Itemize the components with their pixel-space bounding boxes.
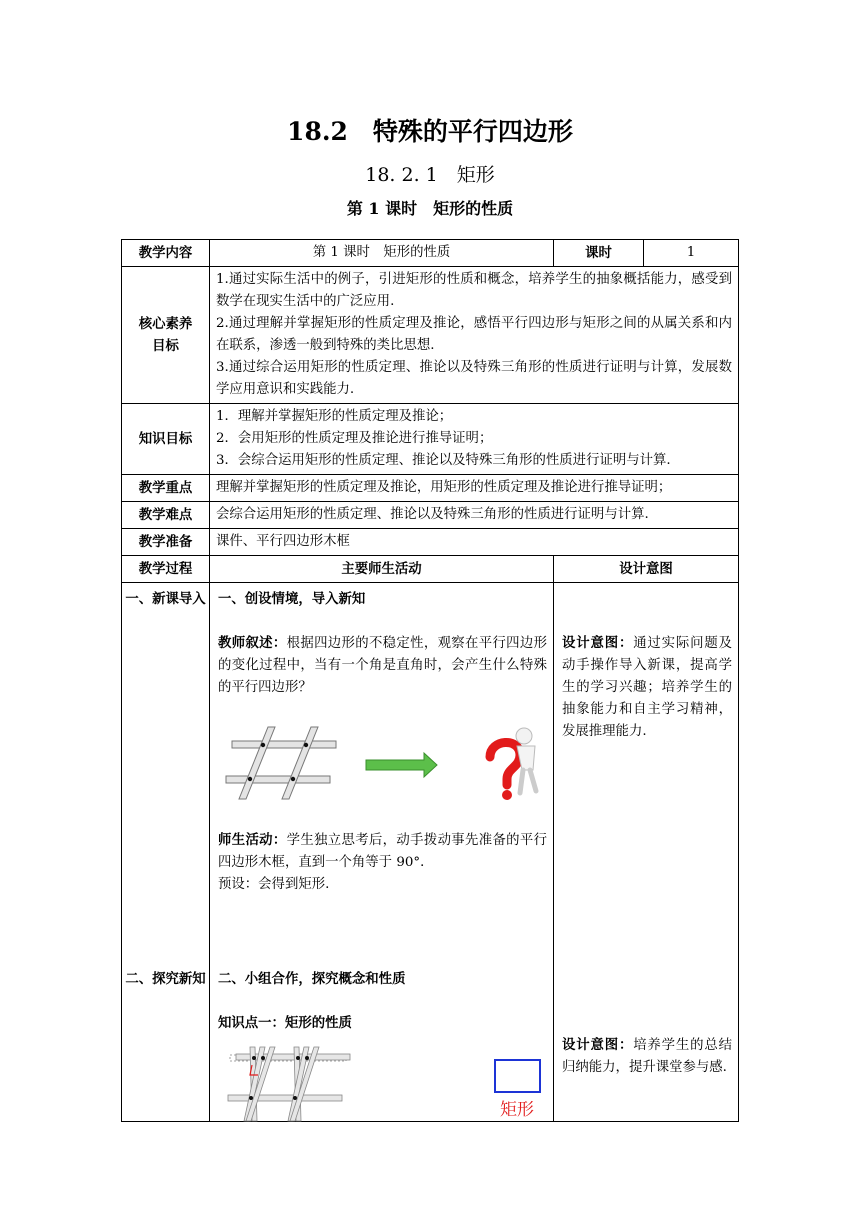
process-header-activity: 主要师生活动	[210, 556, 554, 583]
core-goals	[210, 267, 739, 404]
teacher-narration-label: 教师叙述：	[218, 635, 287, 651]
knowledge-goal-3: 3．会综合运用矩形的性质定理、推论以及特殊三角形的性质进行证明与计算.	[216, 453, 671, 468]
core-label-line1: 核心素养	[138, 316, 193, 332]
question-figure-icon	[490, 728, 536, 800]
core-label-line2: 目标	[152, 338, 179, 354]
hours-label: 课时	[554, 240, 644, 267]
core-goal-2: 2.通过理解并掌握矩形的性质定理及推论，感悟平行四边形与矩形之间的从属关系和内在联系，渗透一般到特殊的类比思想.	[216, 316, 732, 353]
knowledge-goal-1: 1．理解并掌握矩形的性质定理及推论；	[216, 409, 453, 424]
activity-cell	[210, 583, 554, 1122]
activity-label: 师生活动：	[218, 832, 287, 848]
arrow-right-icon	[366, 753, 437, 777]
teacher-narration	[218, 632, 547, 699]
intent-2-label: 设计意图：	[562, 1037, 634, 1053]
content-value: 第 1 课时 矩形的性质	[210, 240, 554, 267]
intent-cell	[554, 583, 739, 1122]
intent-2	[562, 1034, 732, 1079]
stage-1: 一、新课导入	[125, 591, 206, 607]
activity-text: 学生独立思考后，动手拨动事先准备的平行四边形木框，直到一个角等于 90°．	[218, 833, 548, 870]
key-label: 教学重点	[122, 475, 210, 502]
intent-2-text: 培养学生的总结归纳能力，提升课堂参与感.	[562, 1038, 733, 1075]
section-1-heading: 一、创设情境，导入新知	[218, 591, 366, 607]
teacher-narration-text: 根据四边形的不稳定性，观察在平行四边形的变化过程中，当有一个角是直角时，会产生什么特殊的平行四边形？	[218, 636, 548, 695]
prep-label: 教学准备	[122, 529, 210, 556]
preset-text: 预设：会得到矩形.	[218, 877, 330, 892]
knowledge-goals	[210, 404, 739, 475]
process-header-intent: 设计意图	[554, 556, 739, 583]
stage-cell	[122, 583, 210, 1122]
rectangle-label: 矩形	[500, 1100, 534, 1120]
key-value: 理解并掌握矩形的性质定理及推论，用矩形的性质定理及推论进行推导证明；	[210, 475, 739, 502]
knowledge-goal-2: 2．会用矩形的性质定理及推论进行推导证明；	[216, 431, 493, 446]
prep-value: 课件、平行四边形木框	[210, 529, 739, 556]
intent-1	[562, 632, 732, 743]
knowledge-point-1: 知识点一：矩形的性质	[218, 1015, 352, 1031]
core-goal-3: 3.通过综合运用矩形的性质定理、推论以及特殊三角形的性质进行证明与计算，发展数学应用意识和实践能力.	[216, 360, 732, 397]
section-title: 18. 2. 1 矩形	[365, 164, 495, 186]
process-header-stage: 教学过程	[122, 556, 210, 583]
stage-2: 二、探究新知	[125, 971, 206, 987]
rectangle-shape	[495, 1060, 540, 1092]
activity-description	[218, 829, 547, 874]
rotating-frames-illustration	[224, 1045, 554, 1123]
core-goal-1: 1.通过实际生活中的例子，引进矩形的性质和概念，培养学生的抽象概括能力，感受到数学在现实生活中的广泛应用.	[216, 272, 732, 309]
core-label	[122, 267, 210, 404]
intent-1-label: 设计意图：	[562, 635, 634, 651]
knowledge-label: 知识目标	[122, 404, 210, 475]
parallelogram-frame-illustration	[224, 723, 554, 803]
content-label: 教学内容	[122, 240, 210, 267]
page-title: 18.2 特殊的平行四边形	[287, 117, 573, 146]
hours-value: 1	[644, 240, 739, 267]
lesson-title: 第 1 课时 矩形的性质	[346, 199, 514, 218]
difficult-label: 教学难点	[122, 502, 210, 529]
section-2-heading: 二、小组合作，探究概念和性质	[218, 971, 406, 987]
lesson-plan-table	[121, 239, 739, 1122]
intent-1-text: 通过实际问题及动手操作导入新课，提高学生的学习兴趣；培养学生的抽象能力和自主学习精神，发展推理能力.	[562, 636, 733, 739]
difficult-value: 会综合运用矩形的性质定理、推论以及特殊三角形的性质进行证明与计算.	[210, 502, 739, 529]
